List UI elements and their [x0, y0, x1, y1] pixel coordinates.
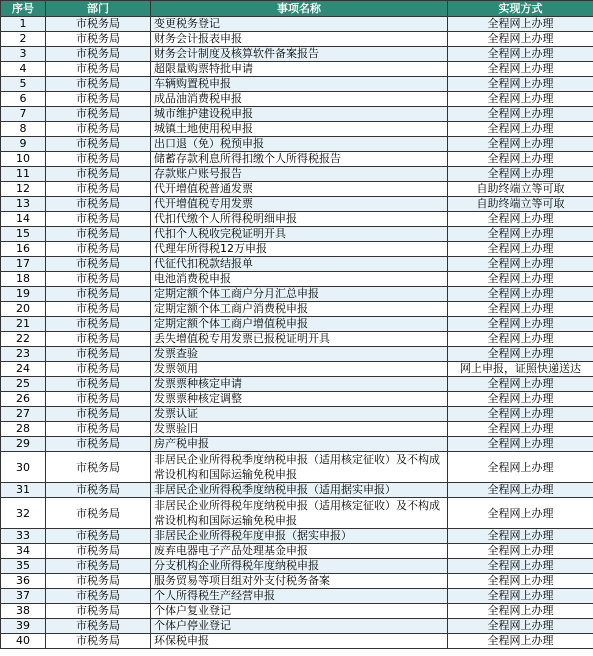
row-number-cell: 14 — [1, 212, 46, 227]
row-number-cell: 11 — [1, 167, 46, 182]
row-number-cell: 4 — [1, 62, 46, 77]
item-name-cell: 超限量购票特批申请 — [151, 62, 448, 77]
method-cell: 自助终端立等可取 — [448, 197, 593, 212]
table-row — [1, 182, 593, 197]
row-number-cell: 12 — [1, 182, 46, 197]
item-name-cell: 非居民企业所得税季度纳税申报（适用核定征收）及不构成常设机构和国际运输免税申报 — [151, 452, 448, 483]
table-row — [1, 604, 593, 619]
header-method: 实现方式 — [448, 1, 593, 17]
department-cell: 市税务局 — [46, 272, 151, 287]
table-row — [1, 242, 593, 257]
row-number-cell: 7 — [1, 107, 46, 122]
method-cell: 全程网上办理 — [448, 62, 593, 77]
department-cell: 市税务局 — [46, 332, 151, 347]
table-header-row — [1, 1, 593, 17]
item-name-cell: 房产税申报 — [151, 437, 448, 452]
table-row — [1, 392, 593, 407]
row-number-cell: 36 — [1, 574, 46, 589]
table-row — [1, 47, 593, 62]
row-number-cell: 25 — [1, 377, 46, 392]
table-row — [1, 272, 593, 287]
row-number-cell: 34 — [1, 544, 46, 559]
table-row — [1, 257, 593, 272]
table-row — [1, 452, 593, 483]
item-name-cell: 发票领用 — [151, 362, 448, 377]
method-cell: 全程网上办理 — [448, 529, 593, 544]
department-cell: 市税务局 — [46, 17, 151, 32]
row-number-cell: 19 — [1, 287, 46, 302]
department-cell: 市税务局 — [46, 227, 151, 242]
table-row — [1, 62, 593, 77]
table-row — [1, 32, 593, 47]
method-cell: 网上申报，证照快递送达 — [448, 362, 593, 377]
table-row — [1, 137, 593, 152]
table-row — [1, 287, 593, 302]
item-name-cell: 定期定额个体工商户分月汇总申报 — [151, 287, 448, 302]
table-row — [1, 212, 593, 227]
row-number-cell: 6 — [1, 92, 46, 107]
table-row — [1, 634, 593, 649]
row-number-cell: 40 — [1, 634, 46, 649]
item-name-cell: 分支机构企业所得税年度纳税申报 — [151, 559, 448, 574]
item-name-cell: 定期定额个体工商户增值税申报 — [151, 317, 448, 332]
method-cell: 全程网上办理 — [448, 32, 593, 47]
department-cell: 市税务局 — [46, 287, 151, 302]
table-row — [1, 347, 593, 362]
row-number-cell: 23 — [1, 347, 46, 362]
department-cell: 市税务局 — [46, 559, 151, 574]
method-cell: 全程网上办理 — [448, 574, 593, 589]
department-cell: 市税务局 — [46, 347, 151, 362]
row-number-cell: 8 — [1, 122, 46, 137]
department-cell: 市税务局 — [46, 604, 151, 619]
method-cell: 全程网上办理 — [448, 407, 593, 422]
item-name-cell: 城镇土地使用税申报 — [151, 122, 448, 137]
item-name-cell: 个人所得税生产经营申报 — [151, 589, 448, 604]
header-number: 序号 — [1, 1, 46, 17]
department-cell: 市税务局 — [46, 422, 151, 437]
method-cell: 全程网上办理 — [448, 92, 593, 107]
item-name-cell: 财务会计制度及核算软件备案报告 — [151, 47, 448, 62]
row-number-cell: 28 — [1, 422, 46, 437]
row-number-cell: 32 — [1, 498, 46, 529]
table-row — [1, 529, 593, 544]
row-number-cell: 31 — [1, 483, 46, 498]
row-number-cell: 29 — [1, 437, 46, 452]
method-cell: 全程网上办理 — [448, 17, 593, 32]
department-cell: 市税务局 — [46, 483, 151, 498]
item-name-cell: 发票票种核定申请 — [151, 377, 448, 392]
department-cell: 市税务局 — [46, 182, 151, 197]
department-cell: 市税务局 — [46, 317, 151, 332]
row-number-cell: 17 — [1, 257, 46, 272]
item-name-cell: 代扣代缴个人所得税明细申报 — [151, 212, 448, 227]
method-cell: 全程网上办理 — [448, 167, 593, 182]
department-cell: 市税务局 — [46, 574, 151, 589]
item-name-cell: 存款账户账号报告 — [151, 167, 448, 182]
department-cell: 市税务局 — [46, 212, 151, 227]
row-number-cell: 1 — [1, 17, 46, 32]
department-cell: 市税务局 — [46, 437, 151, 452]
department-cell: 市税务局 — [46, 257, 151, 272]
table-row — [1, 332, 593, 347]
method-cell: 全程网上办理 — [448, 332, 593, 347]
header-item-name: 事项名称 — [151, 1, 448, 17]
department-cell: 市税务局 — [46, 47, 151, 62]
item-name-cell: 发票验旧 — [151, 422, 448, 437]
method-cell: 全程网上办理 — [448, 498, 593, 529]
department-cell: 市税务局 — [46, 392, 151, 407]
item-name-cell: 财务会计报表申报 — [151, 32, 448, 47]
department-cell: 市税务局 — [46, 137, 151, 152]
table-row — [1, 107, 593, 122]
method-cell: 全程网上办理 — [448, 77, 593, 92]
method-cell: 全程网上办理 — [448, 452, 593, 483]
department-cell: 市税务局 — [46, 32, 151, 47]
method-cell: 全程网上办理 — [448, 122, 593, 137]
row-number-cell: 30 — [1, 452, 46, 483]
row-number-cell: 39 — [1, 619, 46, 634]
method-cell: 全程网上办理 — [448, 437, 593, 452]
table-row — [1, 302, 593, 317]
item-name-cell: 丢失增值税专用发票已报税证明开具 — [151, 332, 448, 347]
method-cell: 全程网上办理 — [448, 392, 593, 407]
table-row — [1, 589, 593, 604]
table-row — [1, 619, 593, 634]
table-row — [1, 122, 593, 137]
row-number-cell: 33 — [1, 529, 46, 544]
row-number-cell: 27 — [1, 407, 46, 422]
department-cell: 市税务局 — [46, 589, 151, 604]
method-cell: 全程网上办理 — [448, 317, 593, 332]
item-name-cell: 车辆购置税申报 — [151, 77, 448, 92]
table-row — [1, 498, 593, 529]
item-name-cell: 服务贸易等项目组对外支付税务备案 — [151, 574, 448, 589]
item-name-cell: 代征代扣税款结报单 — [151, 257, 448, 272]
item-name-cell: 个体户停业登记 — [151, 619, 448, 634]
table-row — [1, 197, 593, 212]
department-cell: 市税务局 — [46, 62, 151, 77]
header-department: 部门 — [46, 1, 151, 17]
table-row — [1, 362, 593, 377]
row-number-cell: 21 — [1, 317, 46, 332]
item-name-cell: 电池消费税申报 — [151, 272, 448, 287]
method-cell: 全程网上办理 — [448, 242, 593, 257]
item-name-cell: 发票查验 — [151, 347, 448, 362]
method-cell: 全程网上办理 — [448, 272, 593, 287]
method-cell: 全程网上办理 — [448, 347, 593, 362]
department-cell: 市税务局 — [46, 619, 151, 634]
department-cell: 市税务局 — [46, 544, 151, 559]
row-number-cell: 16 — [1, 242, 46, 257]
department-cell: 市税务局 — [46, 167, 151, 182]
item-name-cell: 储蓄存款利息所得扣缴个人所得税报告 — [151, 152, 448, 167]
department-cell: 市税务局 — [46, 302, 151, 317]
item-name-cell: 成品油消费税申报 — [151, 92, 448, 107]
method-cell: 全程网上办理 — [448, 559, 593, 574]
item-name-cell: 环保税申报 — [151, 634, 448, 649]
item-name-cell: 非居民企业所得税年度申报（据实申报） — [151, 529, 448, 544]
table-row — [1, 422, 593, 437]
row-number-cell: 15 — [1, 227, 46, 242]
method-cell: 全程网上办理 — [448, 227, 593, 242]
row-number-cell: 26 — [1, 392, 46, 407]
department-cell: 市税务局 — [46, 77, 151, 92]
item-name-cell: 发票认证 — [151, 407, 448, 422]
item-name-cell: 代扣个人税收完税证明开具 — [151, 227, 448, 242]
item-name-cell: 代开增值税普通发票 — [151, 182, 448, 197]
row-number-cell: 24 — [1, 362, 46, 377]
department-cell: 市税务局 — [46, 377, 151, 392]
table-row — [1, 437, 593, 452]
item-name-cell: 出口退（免）税预申报 — [151, 137, 448, 152]
row-number-cell: 35 — [1, 559, 46, 574]
item-name-cell: 城市维护建设税申报 — [151, 107, 448, 122]
method-cell: 全程网上办理 — [448, 107, 593, 122]
row-number-cell: 37 — [1, 589, 46, 604]
table-row — [1, 152, 593, 167]
department-cell: 市税务局 — [46, 407, 151, 422]
method-cell: 全程网上办理 — [448, 287, 593, 302]
table-row — [1, 167, 593, 182]
item-name-cell: 变更税务登记 — [151, 17, 448, 32]
table-body — [1, 17, 593, 649]
row-number-cell: 13 — [1, 197, 46, 212]
row-number-cell: 18 — [1, 272, 46, 287]
item-name-cell: 非居民企业所得税年度纳税申报（适用核定征收）及不构成常设机构和国际运输免税申报 — [151, 498, 448, 529]
method-cell: 全程网上办理 — [448, 137, 593, 152]
item-name-cell: 定期定额个体工商户消费税申报 — [151, 302, 448, 317]
table-row — [1, 377, 593, 392]
department-cell: 市税务局 — [46, 362, 151, 377]
row-number-cell: 2 — [1, 32, 46, 47]
row-number-cell: 9 — [1, 137, 46, 152]
department-cell: 市税务局 — [46, 107, 151, 122]
method-cell: 全程网上办理 — [448, 483, 593, 498]
method-cell: 全程网上办理 — [448, 422, 593, 437]
method-cell: 全程网上办理 — [448, 302, 593, 317]
table-row — [1, 544, 593, 559]
item-name-cell: 非居民企业所得税季度纳税申报（适用据实申报） — [151, 483, 448, 498]
item-name-cell: 废弃电器电子产品处理基金申报 — [151, 544, 448, 559]
department-cell: 市税务局 — [46, 92, 151, 107]
item-name-cell: 发票票种核定调整 — [151, 392, 448, 407]
method-cell: 全程网上办理 — [448, 634, 593, 649]
table-row — [1, 574, 593, 589]
item-name-cell: 代理年所得税12万申报 — [151, 242, 448, 257]
table-row — [1, 77, 593, 92]
department-cell: 市税务局 — [46, 197, 151, 212]
row-number-cell: 22 — [1, 332, 46, 347]
department-cell: 市税务局 — [46, 529, 151, 544]
department-cell: 市税务局 — [46, 122, 151, 137]
method-cell: 全程网上办理 — [448, 589, 593, 604]
method-cell: 全程网上办理 — [448, 47, 593, 62]
method-cell: 全程网上办理 — [448, 212, 593, 227]
table-row — [1, 317, 593, 332]
department-cell: 市税务局 — [46, 452, 151, 483]
department-cell: 市税务局 — [46, 498, 151, 529]
method-cell: 自助终端立等可取 — [448, 182, 593, 197]
row-number-cell: 3 — [1, 47, 46, 62]
department-cell: 市税务局 — [46, 242, 151, 257]
table-row — [1, 559, 593, 574]
method-cell: 全程网上办理 — [448, 257, 593, 272]
row-number-cell: 10 — [1, 152, 46, 167]
item-name-cell: 代开增值税专用发票 — [151, 197, 448, 212]
method-cell: 全程网上办理 — [448, 619, 593, 634]
department-cell: 市税务局 — [46, 634, 151, 649]
table-row — [1, 483, 593, 498]
department-cell: 市税务局 — [46, 152, 151, 167]
table-row — [1, 92, 593, 107]
row-number-cell: 20 — [1, 302, 46, 317]
item-name-cell: 个体户复业登记 — [151, 604, 448, 619]
method-cell: 全程网上办理 — [448, 544, 593, 559]
row-number-cell: 38 — [1, 604, 46, 619]
method-cell: 全程网上办理 — [448, 377, 593, 392]
table-row — [1, 407, 593, 422]
method-cell: 全程网上办理 — [448, 604, 593, 619]
row-number-cell: 5 — [1, 77, 46, 92]
method-cell: 全程网上办理 — [448, 152, 593, 167]
table-row — [1, 227, 593, 242]
table-row — [1, 17, 593, 32]
